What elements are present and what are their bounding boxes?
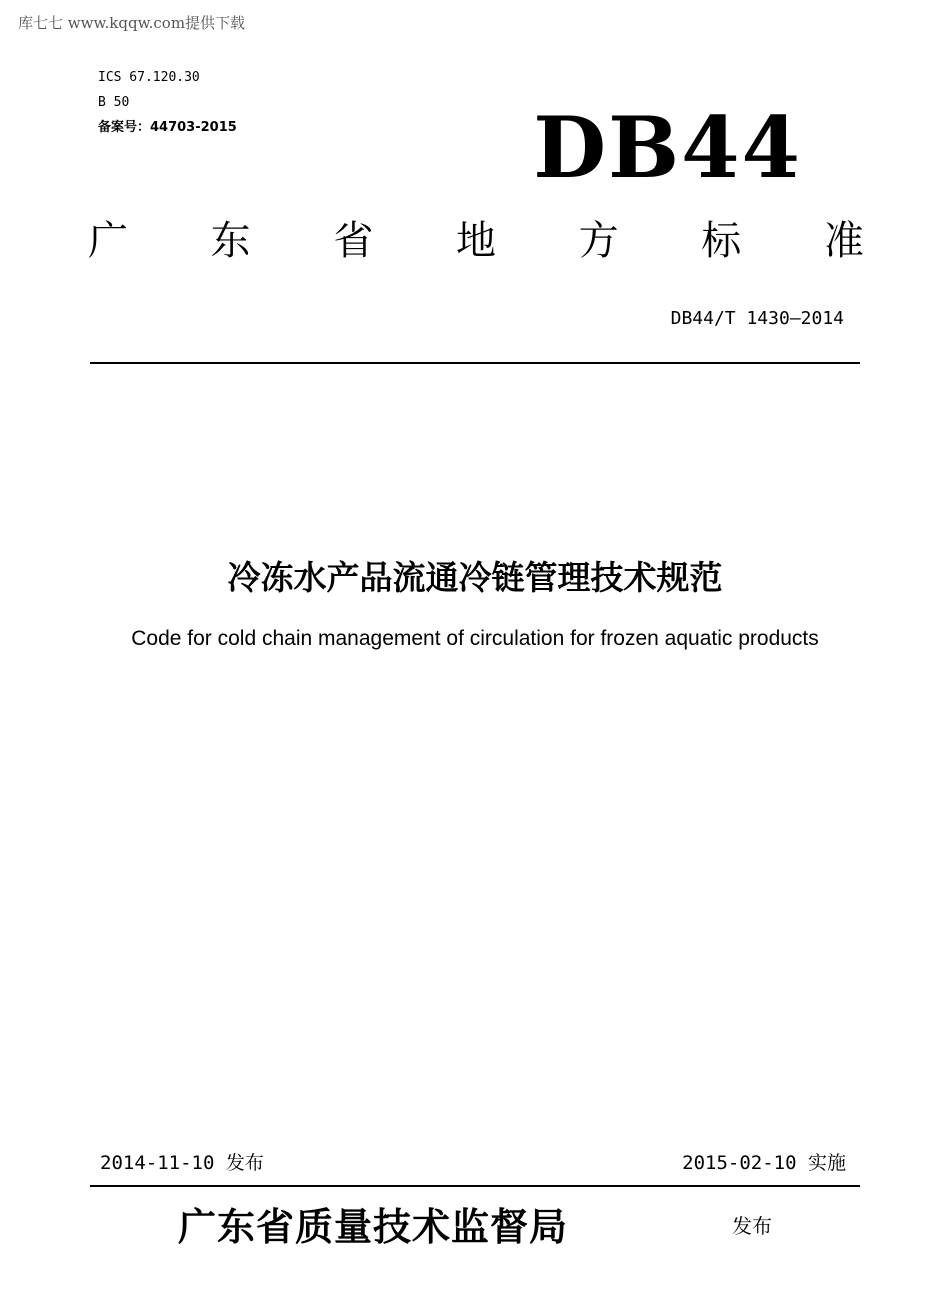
db44-logo: DB44	[533, 98, 802, 197]
standard-type-char: 准	[823, 218, 864, 264]
document-title-cn: 冷冻水产品流通冷链管理技术规范	[227, 558, 723, 597]
standard-type-heading	[88, 214, 864, 268]
filing-number: 备案号：44703-2015	[98, 120, 237, 135]
issuer-suffix: 发布	[732, 1214, 772, 1238]
ccs-number: B 50	[98, 95, 130, 110]
top-divider	[90, 362, 860, 364]
effective-date: 2015-02-10 实施	[682, 1152, 846, 1174]
standard-code: DB44/T 1430—2014	[670, 308, 844, 329]
standard-type-char: 广	[88, 218, 128, 264]
document-title-en: Code for cold chain management of circulation for frozen aquatic products	[131, 627, 819, 650]
standard-type-char: 东	[210, 218, 251, 264]
issuing-authority: 广东省质量技术监督局	[178, 1204, 569, 1249]
issue-date: 2014-11-10 发布	[100, 1152, 264, 1174]
standard-type-char: 地	[455, 218, 496, 264]
bottom-divider	[90, 1185, 860, 1187]
ics-number: ICS 67.120.30	[98, 70, 200, 85]
standard-type-char: 方	[578, 218, 619, 264]
standard-type-char: 省	[333, 218, 374, 264]
download-watermark: 库七七 www.kqqw.com提供下载	[18, 14, 246, 32]
standard-type-char: 标	[701, 218, 742, 264]
